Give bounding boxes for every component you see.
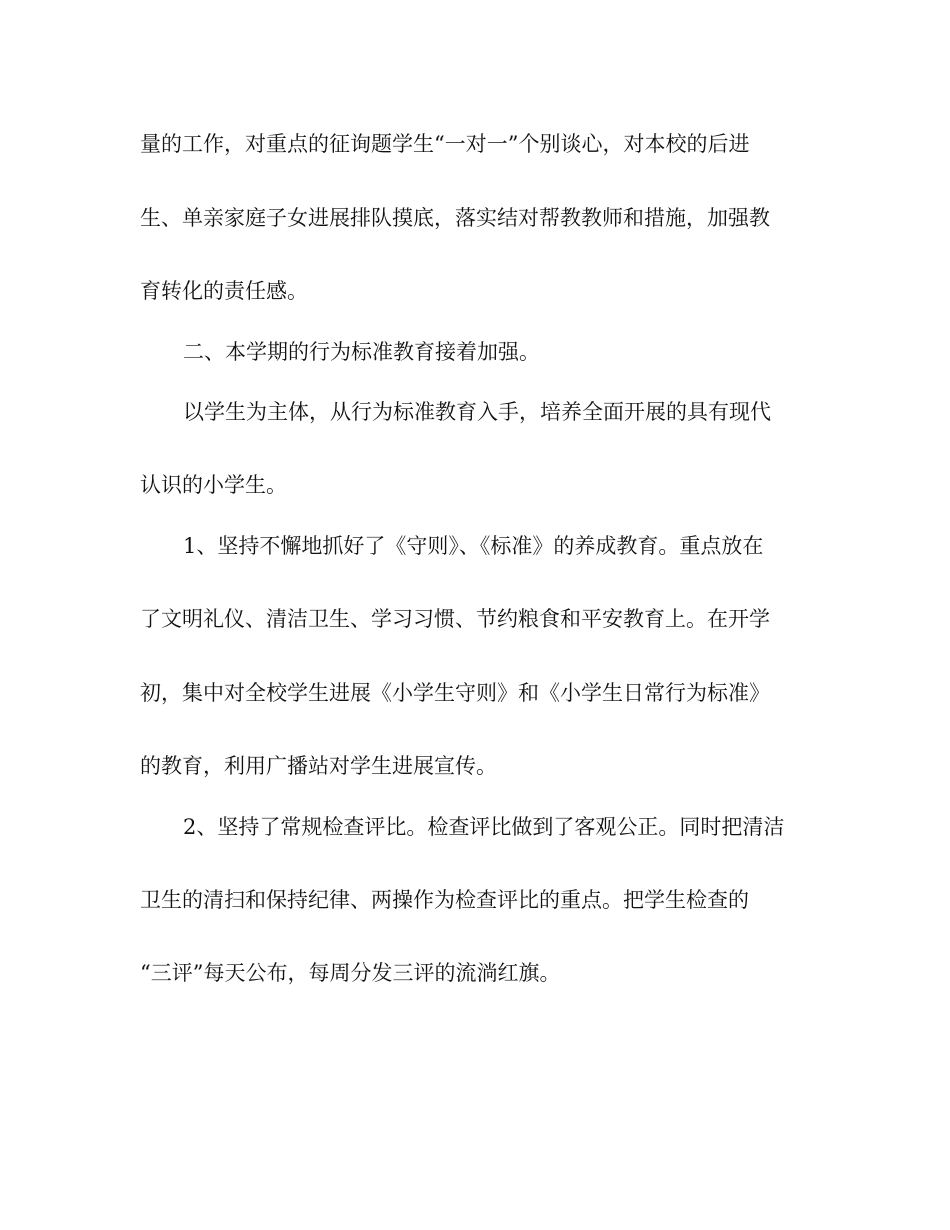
text-line: 卫生的清扫和保持纪律、两操作为检查评比的重点。把学生检查的	[140, 888, 749, 912]
text-line: 的教育，利用广播站对学生进展宣传。	[140, 754, 497, 778]
text-line: “三评”每天公布，每周分发三评的流淌红旗。	[140, 961, 561, 985]
text-line: 认识的小学生。	[140, 473, 287, 497]
section-heading: 二、本学期的行为标准教育接着加强。	[183, 340, 540, 364]
text-line: 2、坚持了常规检查评比。检查评比做到了客观公正。同时把清洁	[183, 815, 785, 839]
text-line: 育转化的责任感。	[140, 279, 308, 303]
text-line: 初，集中对全校学生进展《小学生守则》和《小学生日常行为标准》	[140, 681, 770, 705]
text-line: 1、坚持不懈地抓好了《守则》、《标准》的养成教育。重点放在	[183, 534, 764, 558]
text-line: 以学生为主体，从行为标准教育入手，培养全面开展的具有现代	[183, 400, 771, 424]
text-line: 量的工作，对重点的征询题学生“一对一”个别谈心，对本校的后进	[140, 132, 750, 156]
text-line: 生、单亲家庭子女进展排队摸底，落实结对帮教教师和措施，加强教	[140, 206, 770, 230]
text-line: 了文明礼仪、清洁卫生、学习习惯、节约粮食和平安教育上。在开学	[140, 607, 770, 631]
